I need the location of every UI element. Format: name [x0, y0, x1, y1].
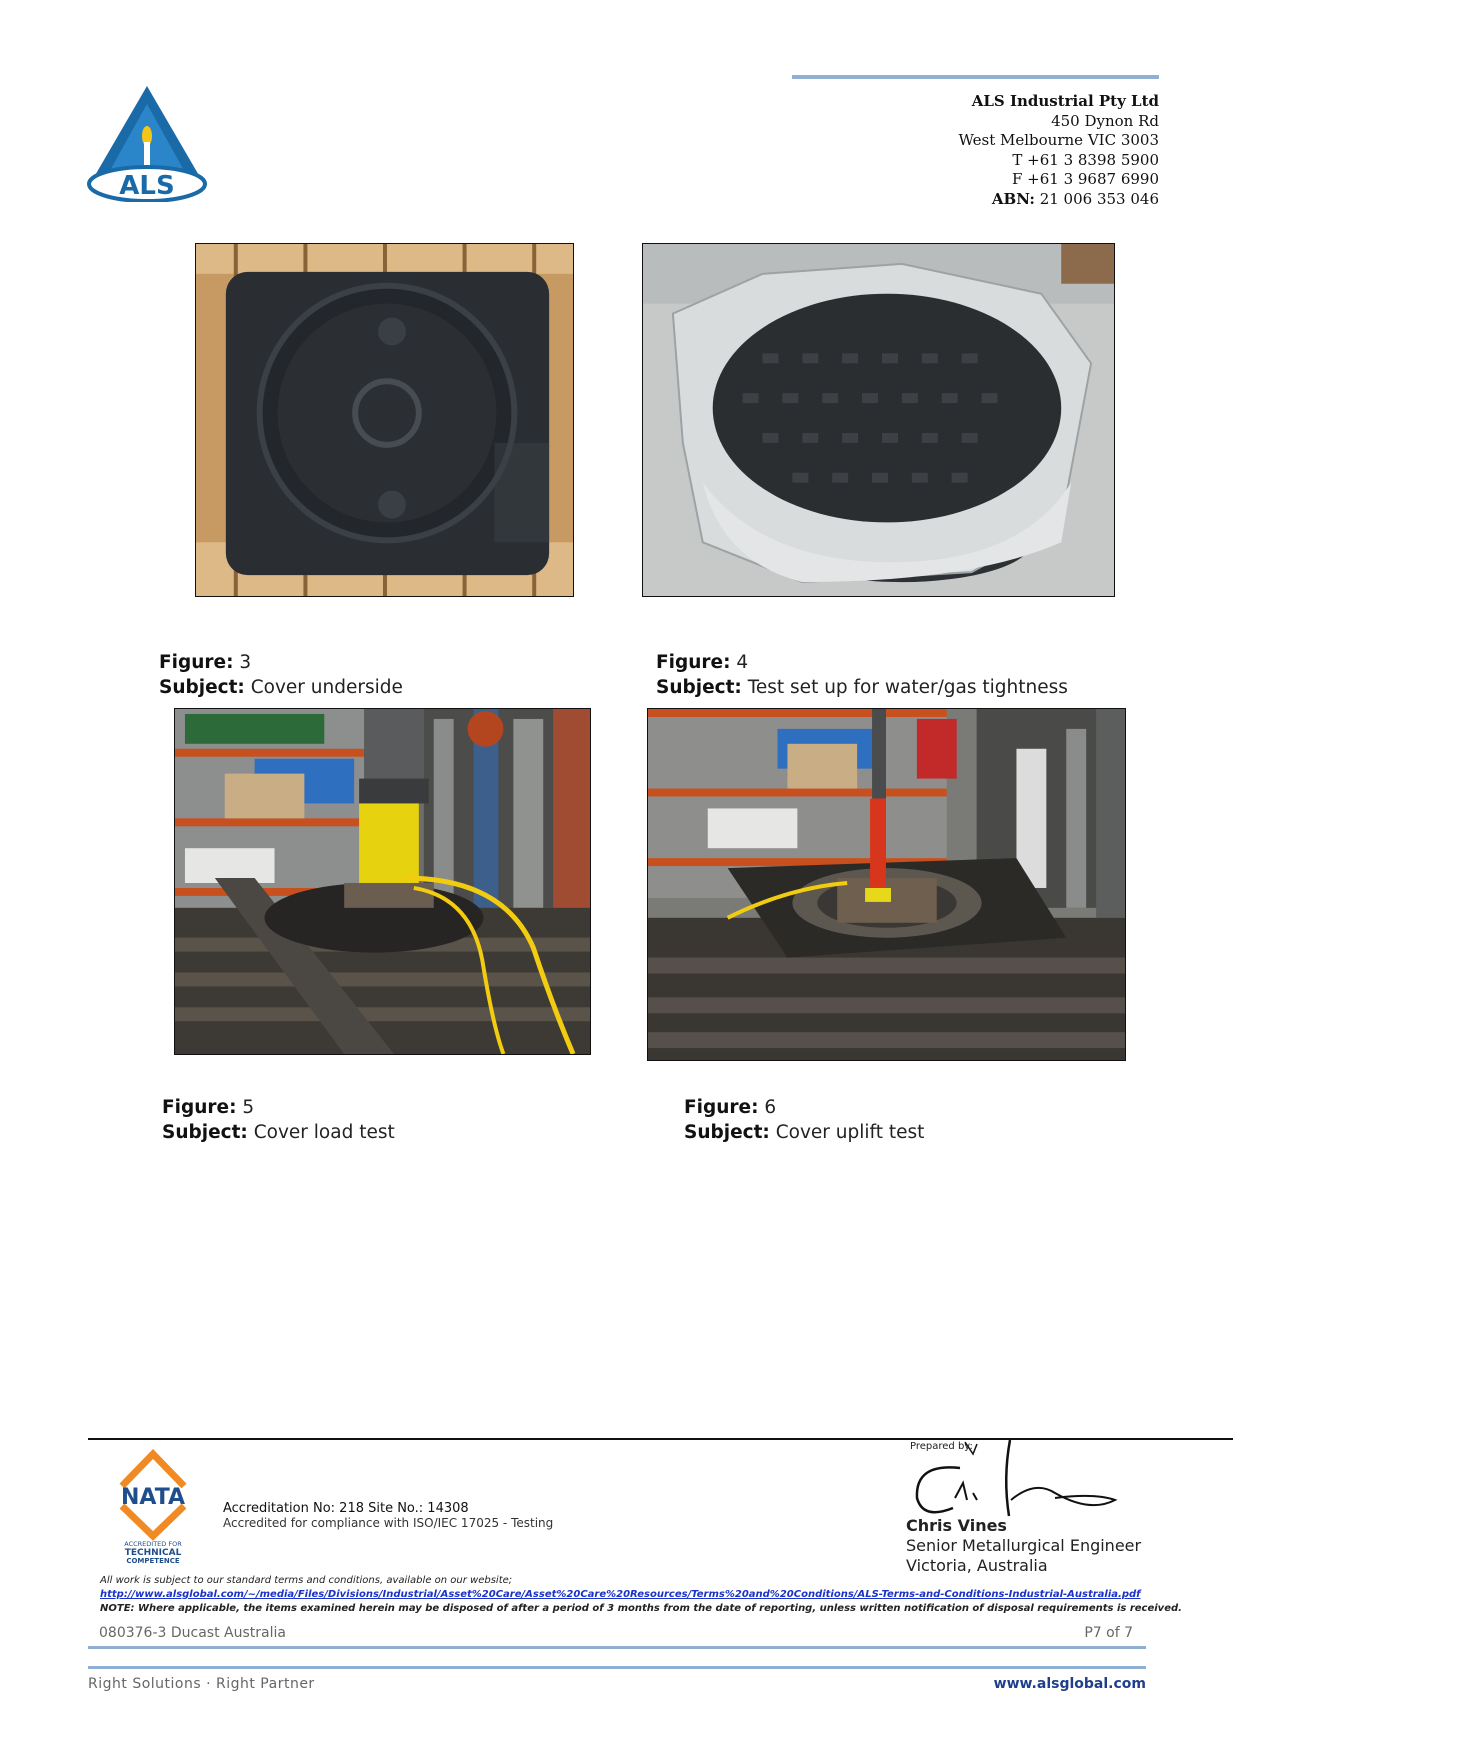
- company-name: ALS Industrial Pty Ltd: [971, 92, 1159, 110]
- svg-text:NATA: NATA: [120, 1485, 186, 1510]
- svg-text:TECHNICAL: TECHNICAL: [124, 1548, 182, 1558]
- figure-3-caption: Figure: 3 Subject: Cover underside: [159, 652, 403, 698]
- footer-rule-3: [88, 1666, 1146, 1669]
- accreditation-info: [223, 1501, 553, 1531]
- phone: T +61 3 8398 5900: [1012, 150, 1159, 169]
- signer-name: Chris Vines: [906, 1516, 1007, 1535]
- als-logo-text: ALS: [119, 171, 175, 201]
- figure-4-caption: Figure: 4 Subject: Test set up for water/gas tightness: [656, 652, 1068, 698]
- figure-6-caption: Figure: 6 Subject: Cover uplift test: [684, 1097, 925, 1143]
- als-logo: [86, 84, 208, 202]
- accreditation-number: Accreditation No: 218 Site No.: 14308: [223, 1501, 469, 1516]
- prepared-by-label: Prepared by:: [910, 1441, 973, 1452]
- terms-block: [100, 1574, 1182, 1616]
- page-number: P7 of 7: [1084, 1625, 1133, 1641]
- disposal-note: NOTE: Where applicable, the items examined herein may be disposed of after a period of 3 months from the date of reporting, unless written notification of disposal requirements is received.: [100, 1603, 1182, 1614]
- fax: F +61 3 9687 6990: [1011, 170, 1159, 188]
- document-reference: 080376-3 Ducast Australia: [99, 1625, 286, 1641]
- footer-rule-2: [88, 1646, 1146, 1649]
- figure-3-photo: [195, 243, 574, 597]
- website-link[interactable]: www.alsglobal.com: [993, 1676, 1146, 1692]
- figure-5-caption: Figure: 5 Subject: Cover load test: [162, 1097, 395, 1143]
- figure-4-photo: [642, 243, 1115, 597]
- header-rule: [792, 75, 1159, 79]
- address-street: 450 Dynon Rd: [1051, 111, 1159, 130]
- signer-title: Senior Metallurgical Engineer: [906, 1536, 1142, 1555]
- figure-5-photo: [174, 708, 591, 1055]
- signer-block: [906, 1516, 1141, 1576]
- company-address: [880, 92, 1159, 209]
- address-city: West Melbourne VIC 3003: [958, 131, 1159, 149]
- abn: ABN: 21 006 353 046: [991, 189, 1159, 208]
- svg-text:ACCREDITED FOR: ACCREDITED FOR: [124, 1540, 182, 1548]
- slogan: Right Solutions · Right Partner: [88, 1676, 315, 1692]
- terms-link[interactable]: http://www.alsglobal.com/~/media/Files/Divisions/Industrial/Asset%20Care/Asset%20Care%20Resources/Terms%20and%20Conditions/ALS-Terms-and-Conditions-Industrial-Australia.pdf: [100, 1589, 1141, 1600]
- terms-text: All work is subject to our standard terms and conditions, available on our website;: [100, 1575, 513, 1586]
- figure-6-photo: [647, 708, 1126, 1061]
- signer-location: Victoria, Australia: [906, 1556, 1048, 1575]
- signature: [905, 1438, 1125, 1523]
- svg-text:COMPETENCE: COMPETENCE: [126, 1557, 180, 1564]
- accreditation-compliance: Accredited for compliance with ISO/IEC 17025 - Testing: [223, 1516, 554, 1530]
- nata-logo: [110, 1446, 196, 1564]
